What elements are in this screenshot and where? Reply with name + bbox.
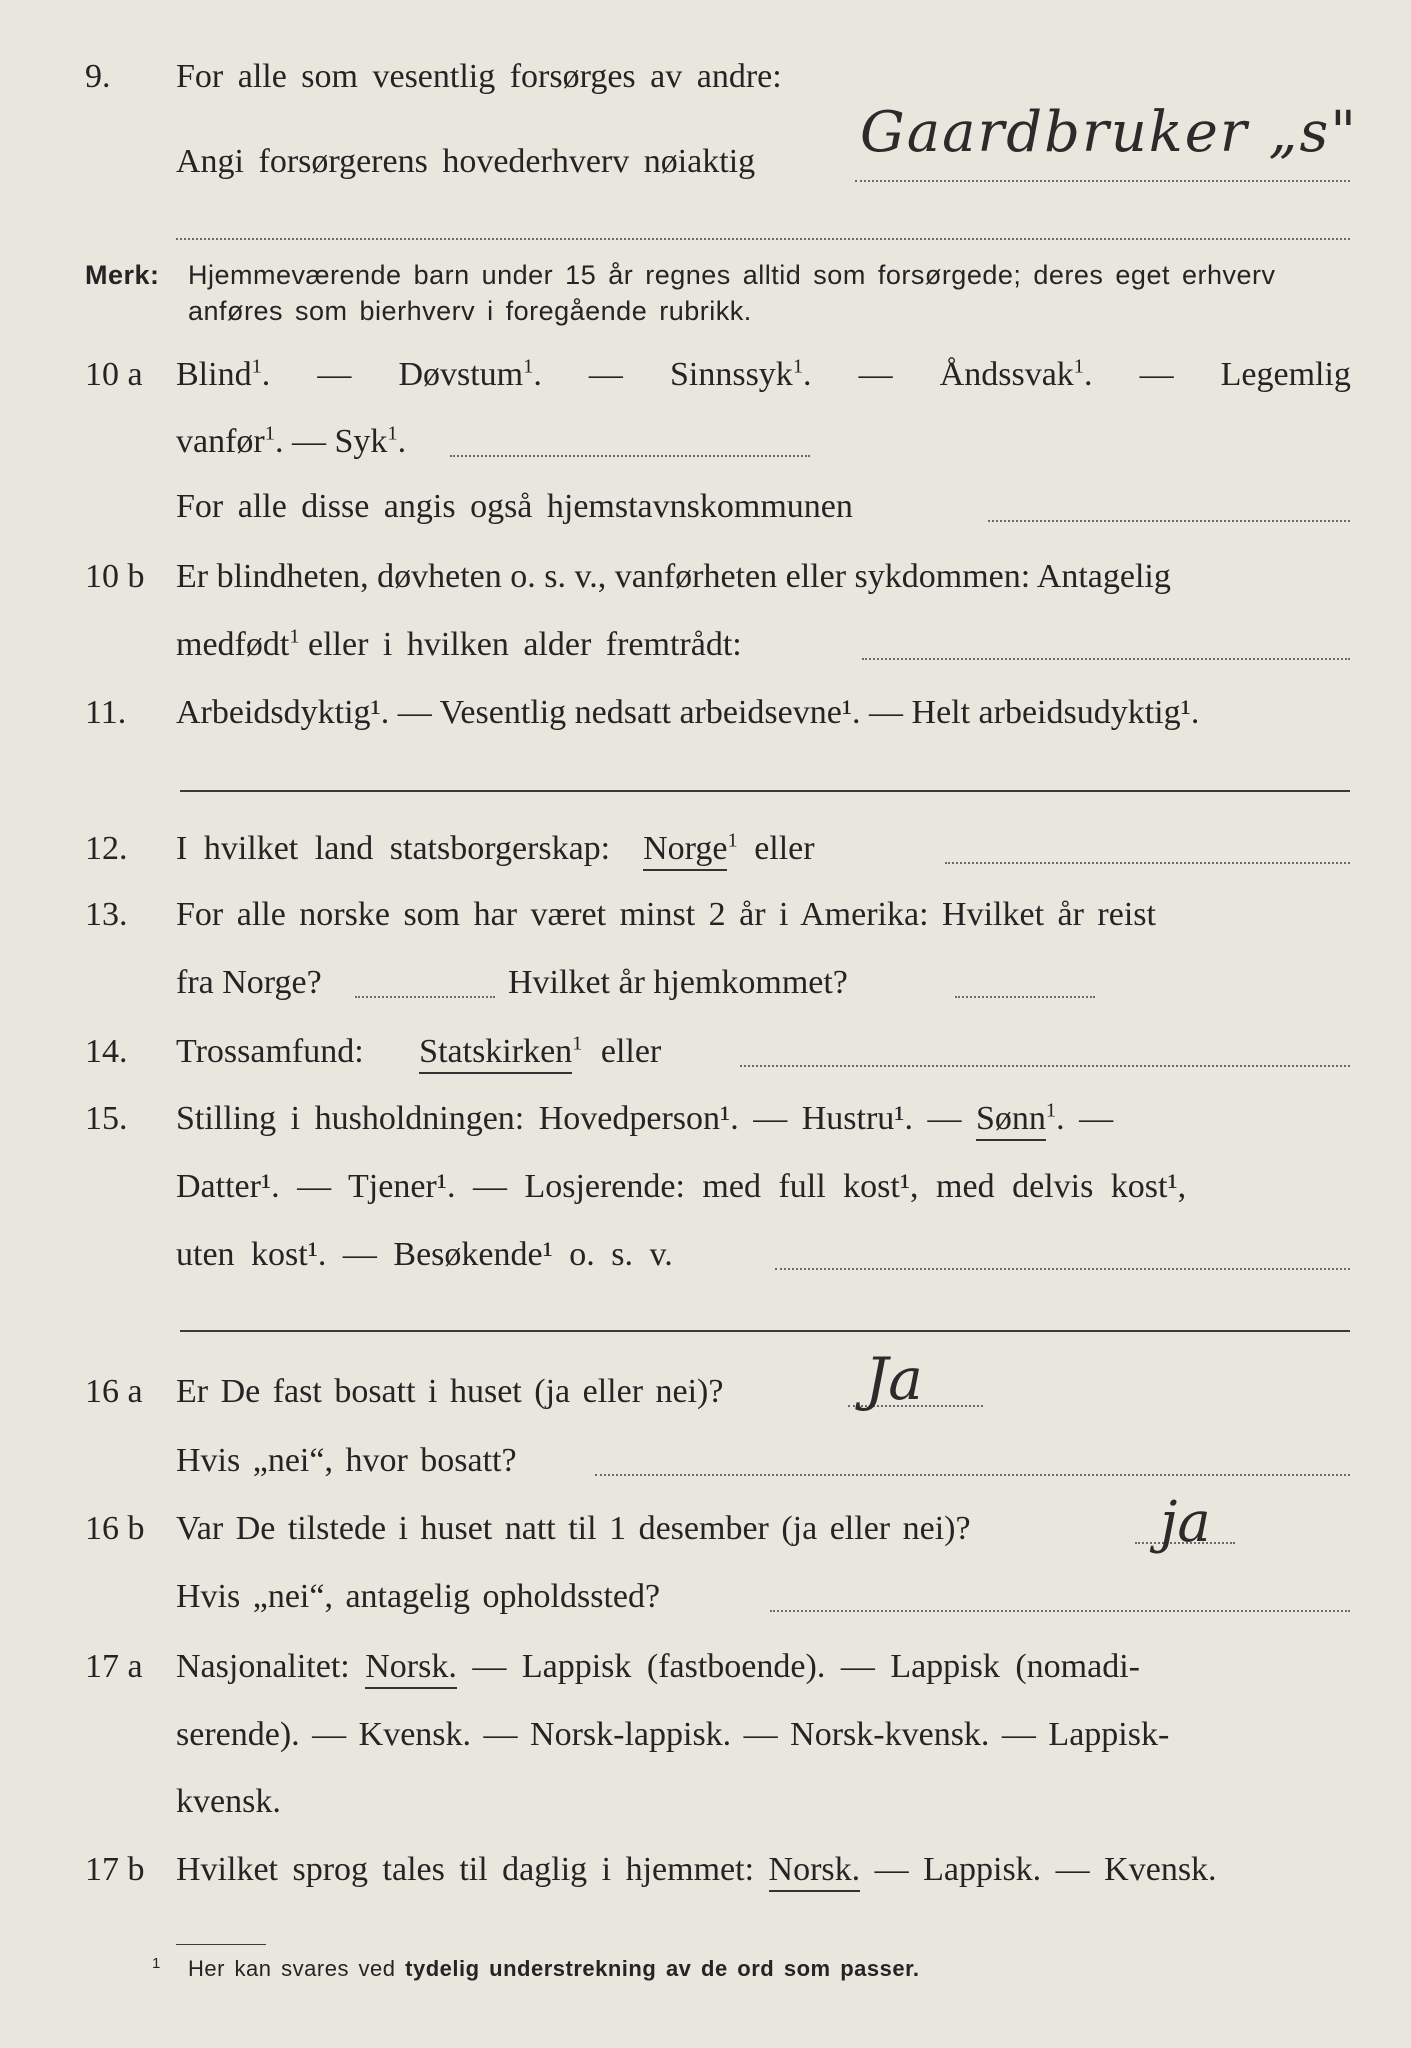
option-blind[interactable]: Blind [176,356,252,393]
q13-line2b: Hvilket år hjemkommet? [508,964,848,1001]
q13-number: 13. [85,896,128,933]
q12-number: 12. [85,830,128,867]
option-andssvak[interactable]: Åndssvak [939,356,1074,393]
punct: . [1083,356,1093,393]
q10b-line2: eller i hvilken alder fremtrådt: [308,626,742,663]
q9-answer-line[interactable] [855,180,1350,182]
q17a-line1-rest: — Lappisk (fastboende). — Lappisk (nomadi- [472,1648,1140,1685]
q16b-number: 16 b [85,1510,145,1547]
q10a-line3: For alle disse angis også hjemstavnskommunen [176,488,853,525]
punct: . [397,423,407,460]
footnote-ref: 1 [251,355,262,378]
q16b-line2: Hvis „nei“, antagelig opholdssted? [176,1578,661,1615]
footnote-ref: 1 [572,1032,583,1055]
q15-line1-end: . — [1056,1100,1114,1137]
q10a-number: 10 a [85,356,143,393]
q9-number: 9. [85,58,111,95]
section-divider-1 [180,790,1350,792]
dash: — [1139,356,1174,393]
q15-besokende-line[interactable] [775,1268,1350,1270]
q14-trossamfund-line[interactable] [740,1065,1350,1067]
q10a-syk-line[interactable] [450,455,810,457]
punct: . [274,423,284,460]
option-norge[interactable]: Norge [643,830,727,871]
q17a-number: 17 a [85,1648,143,1685]
q15-number: 15. [85,1100,128,1137]
q17b-label: Hvilket sprog tales til daglig i hjemmet: [176,1851,755,1888]
dash: — [858,356,893,393]
q16b-handwritten-answer: ja [1160,1490,1211,1555]
merk-line1: Hjemmeværende barn under 15 år regnes alltid som forsørgede; deres eget erhverv [188,260,1276,290]
q9-line1: For alle som vesentlig forsørges av andre: [176,58,782,95]
q17a-line3: kvensk. [176,1783,281,1820]
option-medfodt[interactable]: medfødt [176,626,290,663]
q16a-handwritten-answer: Ja [865,1345,923,1413]
q10a-hjemstavn-line[interactable] [988,520,1350,522]
q15-line3: uten kost¹. — Besøkende¹ o. s. v. [176,1236,673,1273]
q13-hjemkommet-line[interactable] [955,996,1095,998]
merk-line2: anføres som bierhverv i foregående rubrikk. [188,296,752,326]
q14-text: Trossamfund: [176,1033,364,1070]
footnote-text-c: av de ord som passer. [665,1956,920,1981]
option-sinnssyk[interactable]: Sinnssyk [669,356,793,393]
q10b-alder-line[interactable] [862,658,1350,660]
option-legemlig[interactable]: Legemlig [1220,356,1351,393]
q9-handwritten-answer: Gaardbruker „s" [860,100,1358,165]
section-divider-2 [180,1330,1350,1332]
q14-eller: eller [600,1033,662,1070]
q13-reist-line[interactable] [355,996,495,998]
q15-line1: Stilling i husholdningen: Hovedperson¹. — Hustru¹. — [176,1100,962,1137]
q12-eller: eller [754,830,815,867]
q16a-number: 16 a [85,1373,143,1410]
option-norsk-sprog[interactable]: Norsk. [769,1851,861,1892]
option-vanfor[interactable]: vanfør [176,423,265,460]
q12-land-line[interactable] [945,862,1350,864]
q9-line2: Angi forsørgerens hovederhverv nøiaktig [176,143,756,180]
footnote-ref: 1 [523,355,534,378]
dash: — [291,423,326,460]
footnote-divider [176,1944,266,1945]
footnote-text-a: Her kan svares ved [188,1956,396,1981]
footnote-ref: 1 [727,829,738,852]
option-syk[interactable]: Syk [334,423,388,460]
footnote-ref: 1 [289,625,300,648]
dash: — [588,356,623,393]
q10b-line1: Er blindheten, døvheten o. s. v., vanførheten eller sykdommen: Antagelig [176,558,1171,595]
option-statskirken[interactable]: Statskirken [419,1033,572,1074]
punct: . [533,356,542,393]
footnote-ref: 1 [1045,1099,1057,1122]
q12-text: I hvilket land statsborgerskap: [176,830,611,867]
q16a-line1: Er De fast bosatt i huset (ja eller nei)? [176,1373,724,1410]
q17a-line2: serende). — Kvensk. — Norsk-lappisk. — Norsk-kvensk. — Lappisk- [176,1716,1170,1753]
q14-number: 14. [85,1033,128,1070]
q17a-label: Nasjonalitet: [176,1648,350,1685]
merk-label: Merk: [85,260,160,290]
q15-line2: Datter¹. — Tjener¹. — Losjerende: med full kost¹, med delvis kost¹, [176,1168,1187,1205]
punct: . [803,356,812,393]
q9-extra-line[interactable] [176,238,1350,240]
footnote-mark: 1 [152,1955,161,1972]
option-sonn[interactable]: Sønn [976,1100,1046,1141]
footnote-ref: 1 [387,422,398,445]
punct: . [261,356,271,393]
q11-line1: Arbeidsdyktig¹. — Vesentlig nedsatt arbeidsevne¹. — Helt arbeidsudyktig¹. [176,694,1200,731]
option-dovstum[interactable]: Døvstum [398,356,524,393]
q16a-bosatt-line[interactable] [595,1474,1350,1476]
option-norsk-nasjonalitet[interactable]: Norsk. [365,1648,457,1689]
q17b-number: 17 b [85,1851,145,1888]
footnote-ref: 1 [792,355,804,378]
q13-line2a: fra Norge? [176,964,322,1001]
q10a-options [176,355,1351,393]
q11-number: 11. [85,694,127,731]
q13-line1: For alle norske som har været minst 2 år i Amerika: Hvilket år reist [176,896,1156,933]
q17b-line1-rest: — Lappisk. — Kvensk. [874,1851,1217,1888]
footnote-ref: 1 [264,422,275,445]
q16b-opholdssted-line[interactable] [770,1610,1350,1612]
q16a-line2: Hvis „nei“, hvor bosatt? [176,1442,517,1479]
dash: — [317,356,352,393]
footnote-ref: 1 [1073,355,1084,378]
q16b-line1: Var De tilstede i huset natt til 1 desember (ja eller nei)? [176,1510,971,1547]
footnote-text-bold: tydelig understrekning [405,1956,657,1981]
q10b-number: 10 b [85,558,145,595]
